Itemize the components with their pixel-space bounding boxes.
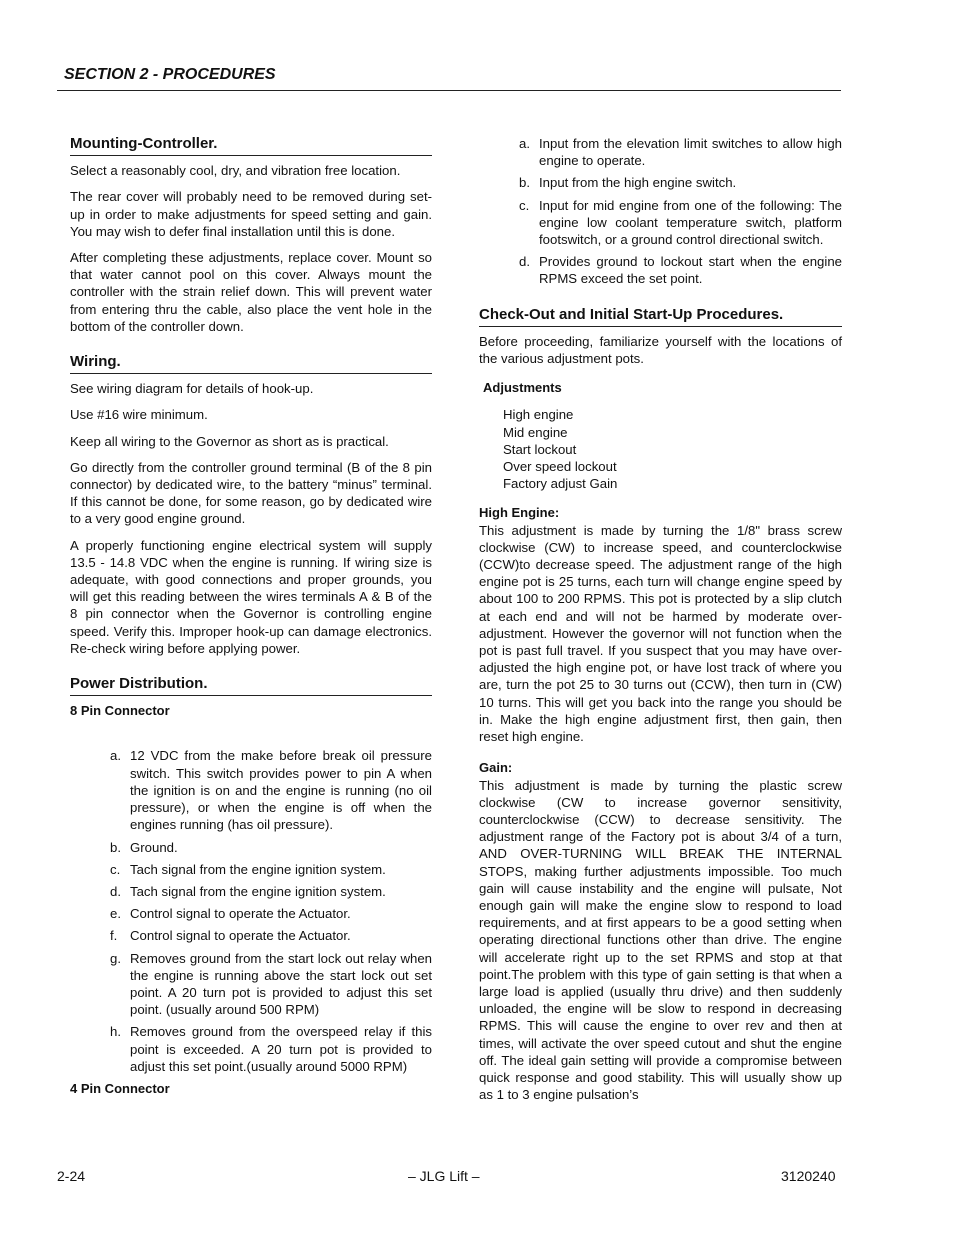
list-item: g. Removes ground from the start lock out relay when the engine is running above the start lock out set point. A 20 turn pot is provided to adjust this set point. (usually around 500 RPM)	[110, 950, 432, 1018]
list-item: Mid engine	[503, 424, 568, 440]
mounting-p1: Select a reasonably cool, dry, and vibration free location.	[70, 163, 401, 179]
gain-text: This adjustment is made by turning the plastic screw clockwise (CW to increase governor sensitivity, counterclockwise (CCW) to decrease sensitivity. The adjustment range of the Factory pot is about 3/4 of a turn, AND OVER-TURNING WILL BREAK THE INTERNAL STOPS, making further adjustments impossible. Too much gain will cause instability and the engine will pulsate, Not enough gain will make the engine slow to respond to load requirements, and at first appears to be a good setting when operating directional functions other than drive. The engine will accelerate right up to the set RPMS and stop at that point.The problem with this type of gain setting is that when a large load is applied (usually thru drive) and then suddenly unloaded, the engine will be slow to respond in decreasing RPMS. This will cause the engine to over rev and then at times, will activate the over speed cutout and shut the engine off. The ideal gain setting will provide a compromise between quick response and good stability. This will usually show up as 1 to 3 engine pulsation’s	[479, 777, 842, 1103]
wiring-p2: Use #16 wire minimum.	[70, 407, 208, 423]
wiring-p4: Go directly from the controller ground terminal (B of the 8 pin connector) by dedicated wire, to the battery “minus” terminal. If this cannot be done, for some reason, go by dedicated wire to a very good engine ground.	[70, 459, 432, 527]
power-heading: Power Distribution.	[70, 675, 432, 696]
4-pin-list	[479, 135, 842, 288]
list-item: d. Provides ground to lockout start when the engine RPMS exceed the set point.	[519, 254, 842, 287]
section-title: SECTION 2 - PROCEDURES	[64, 66, 276, 83]
list-item: a. 12 VDC from the make before break oil pressure switch. This switch provides power to pin A when the ignition is on and the engine is running (no oil pressure), or when the engine is off when the engines running (has oil pressure).	[110, 748, 432, 833]
mounting-p2: The rear cover will probably need to be removed during set-up in order to make adjustments for speed setting and gain. You may wish to defer final installation until this is done.	[70, 189, 432, 239]
right-column	[479, 135, 842, 1112]
footer-center: – JLG Lift –	[408, 1168, 480, 1184]
list-item: b. Ground.	[110, 839, 178, 855]
list-item: Over speed lockout	[503, 459, 617, 475]
8-pin-list	[70, 747, 432, 1074]
wiring-p5: A properly functioning engine electrical system will supply 13.5 - 14.8 VDC when the engine is running. If wiring size is adequate, with good connections and proper grounds, you will get this reading between the wires terminals A & B of the 8 pin connector when the Governor is controlling engine speed. Verify this. Improper hook-up can damage electronics. Re-check wiring before applying power.	[70, 537, 432, 656]
wiring-p3: Keep all wiring to the Governor as short as is practical.	[70, 433, 389, 449]
4-pin-subheading: 4 Pin Connector	[70, 1080, 170, 1096]
wiring-heading: Wiring.	[70, 353, 432, 374]
wiring-p1: See wiring diagram for details of hook-up.	[70, 381, 314, 397]
left-column	[70, 135, 432, 1105]
adjustments-subheading: Adjustments	[483, 380, 562, 396]
doc-number: 3120240	[781, 1168, 836, 1184]
list-item: f. Control signal to operate the Actuator.	[110, 928, 351, 944]
list-item: Factory adjust Gain	[503, 476, 618, 492]
page-header	[57, 64, 841, 91]
high-engine-text: This adjustment is made by turning the 1/8" brass screw clockwise (CW) to increase speed, and counterclockwise (CCW)to decrease speed. The adjustment range of the high engine pot is 25 turns, each turn will change engine speed by about 100 to 200 RPMS. This pot is protected by a slip clutch at each end and will not be harmed by moderate over-adjustment. However the governor will not function when the pot is past full travel. If you suspect that you may have over-adjusted the high engine pot, or have lost track of where you are, turn the pot 25 to 30 turns out (CCW), then turn in (CW) 10 turns. This will get you back into the range you should be in. Make the high engine adjustment first, then gain, then reset high engine.	[479, 522, 842, 745]
list-item: c. Tach signal from the engine ignition system.	[110, 861, 386, 877]
adjustments-list	[503, 406, 842, 492]
8-pin-subheading: 8 Pin Connector	[70, 703, 170, 719]
list-item: e. Control signal to operate the Actuator.	[110, 906, 351, 922]
list-item: Start lockout	[503, 441, 577, 457]
mounting-heading: Mounting-Controller.	[70, 135, 432, 156]
page-number: 2-24	[57, 1168, 86, 1184]
gain-subheading: Gain:	[479, 760, 513, 776]
mounting-p3: After completing these adjustments, replace cover. Mount so that water cannot pool on this cover. Always mount the controller with the strain relief down. This will prevent water from entering thru the cable, also place the vent hole in the bottom of the controller down.	[70, 250, 432, 334]
high-engine-subheading: High Engine:	[479, 505, 560, 521]
checkout-p1: Before proceeding, familiarize yourself with the locations of the various adjustment pots.	[479, 333, 842, 367]
list-item: c. Input for mid engine from one of the following: The engine low coolant temperature switch, platform footswitch, or a ground control directional switch.	[519, 197, 842, 248]
list-item: d. Tach signal from the engine ignition system.	[110, 883, 386, 899]
list-item: a. Input from the elevation limit switches to allow high engine to operate.	[519, 136, 842, 169]
list-item: b. Input from the high engine switch.	[519, 175, 737, 191]
list-item: h. Removes ground from the overspeed relay if this point is exceeded. A 20 turn pot is provided to adjust this set point.(usually around 5000 RPM)	[110, 1024, 432, 1074]
list-item: High engine	[503, 407, 574, 423]
checkout-heading: Check-Out and Initial Start-Up Procedures.	[479, 306, 842, 327]
